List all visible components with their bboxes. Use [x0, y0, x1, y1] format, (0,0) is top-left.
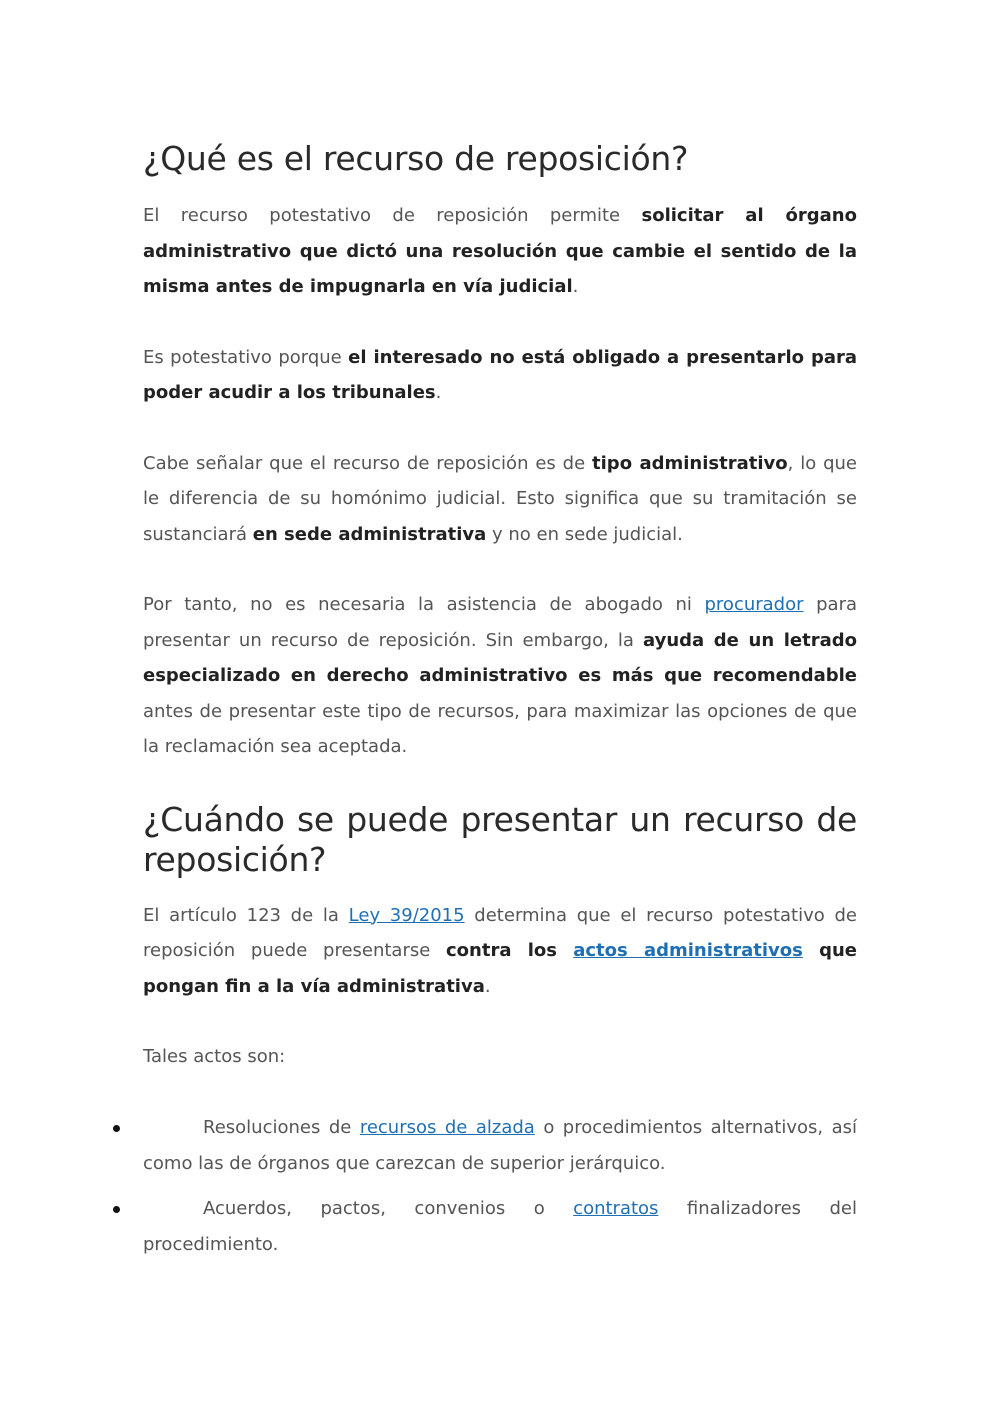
- text: y no en sede judicial.: [486, 523, 683, 545]
- paragraph-articulo-123: [143, 898, 857, 1005]
- bullet-icon: [113, 1125, 120, 1132]
- text: o procedimientos alternativos, así como las de órganos que carezcan de superior jerárquico.: [143, 1116, 858, 1174]
- bold-text: contra los: [446, 940, 574, 961]
- paragraph-definition: [143, 198, 857, 305]
- paragraph-abogado: [143, 587, 857, 765]
- text: finalizadores del procedimiento.: [143, 1197, 857, 1255]
- text: El recurso potestativo de reposición permite: [143, 205, 642, 226]
- bold-text: tipo administrativo: [592, 452, 788, 474]
- text: Es potestativo porque: [143, 346, 349, 368]
- text: determina que el recurso potestativo de reposición puede presentarse: [143, 904, 858, 961]
- text: El artículo 123 de la: [143, 904, 349, 926]
- text: .: [484, 975, 491, 997]
- link-contratos[interactable]: contratos: [573, 1197, 659, 1219]
- link-actos-administrativos[interactable]: actos administrativos: [573, 940, 803, 961]
- paragraph-tales-actos: Tales actos son:: [143, 1046, 286, 1067]
- link-recursos-de-alzada[interactable]: recursos de alzada: [359, 1116, 535, 1138]
- text: , lo que le diferencia de su homónimo judicial. Esto significa que su tramitación se sustanciará: [143, 452, 857, 545]
- document-page: [143, 138, 857, 1272]
- text: .: [572, 276, 579, 297]
- bold-text: que pongan fin a la vía administrativa: [143, 940, 858, 997]
- bullet-icon: [113, 1206, 120, 1213]
- text: Resoluciones de: [203, 1116, 360, 1138]
- text: Acuerdos, pactos, convenios o: [203, 1197, 574, 1219]
- paragraph-tipo-administrativo: [143, 446, 857, 553]
- link-ley-39-2015[interactable]: Ley 39/2015: [348, 904, 465, 926]
- text: antes de presentar este tipo de recursos, para maximizar las opciones de que la reclamación sea aceptada.: [143, 700, 857, 757]
- list-item: [143, 1110, 857, 1182]
- acts-list: [143, 1110, 857, 1263]
- text: para presentar un recurso de reposición. Sin embargo, la: [143, 594, 858, 651]
- list-item: [143, 1191, 857, 1263]
- bold-text: el interesado no está obligado a presentarlo para poder acudir a los tribunales: [143, 346, 857, 403]
- bold-text: ayuda de un letrado especializado en derecho administrativo es más que recomendable: [143, 629, 858, 686]
- text: Cabe señalar que el recurso de reposición es de: [143, 452, 593, 474]
- section-title-cuando: ¿Cuándo se puede presentar un recurso de reposición?: [143, 799, 857, 879]
- text: .: [435, 382, 442, 403]
- paragraph-potestativo: [143, 340, 857, 411]
- bold-text: en sede administrativa: [252, 523, 487, 545]
- link-procurador[interactable]: procurador: [704, 594, 804, 615]
- text: Por tanto, no es necesaria la asistencia de abogado ni: [143, 594, 705, 615]
- bold-text: solicitar al órgano administrativo que dictó una resolución que cambie el sentido de la misma antes de impugnarla en vía judicial: [143, 205, 857, 297]
- section-title-que-es: ¿Qué es el recurso de reposición?: [143, 139, 689, 178]
